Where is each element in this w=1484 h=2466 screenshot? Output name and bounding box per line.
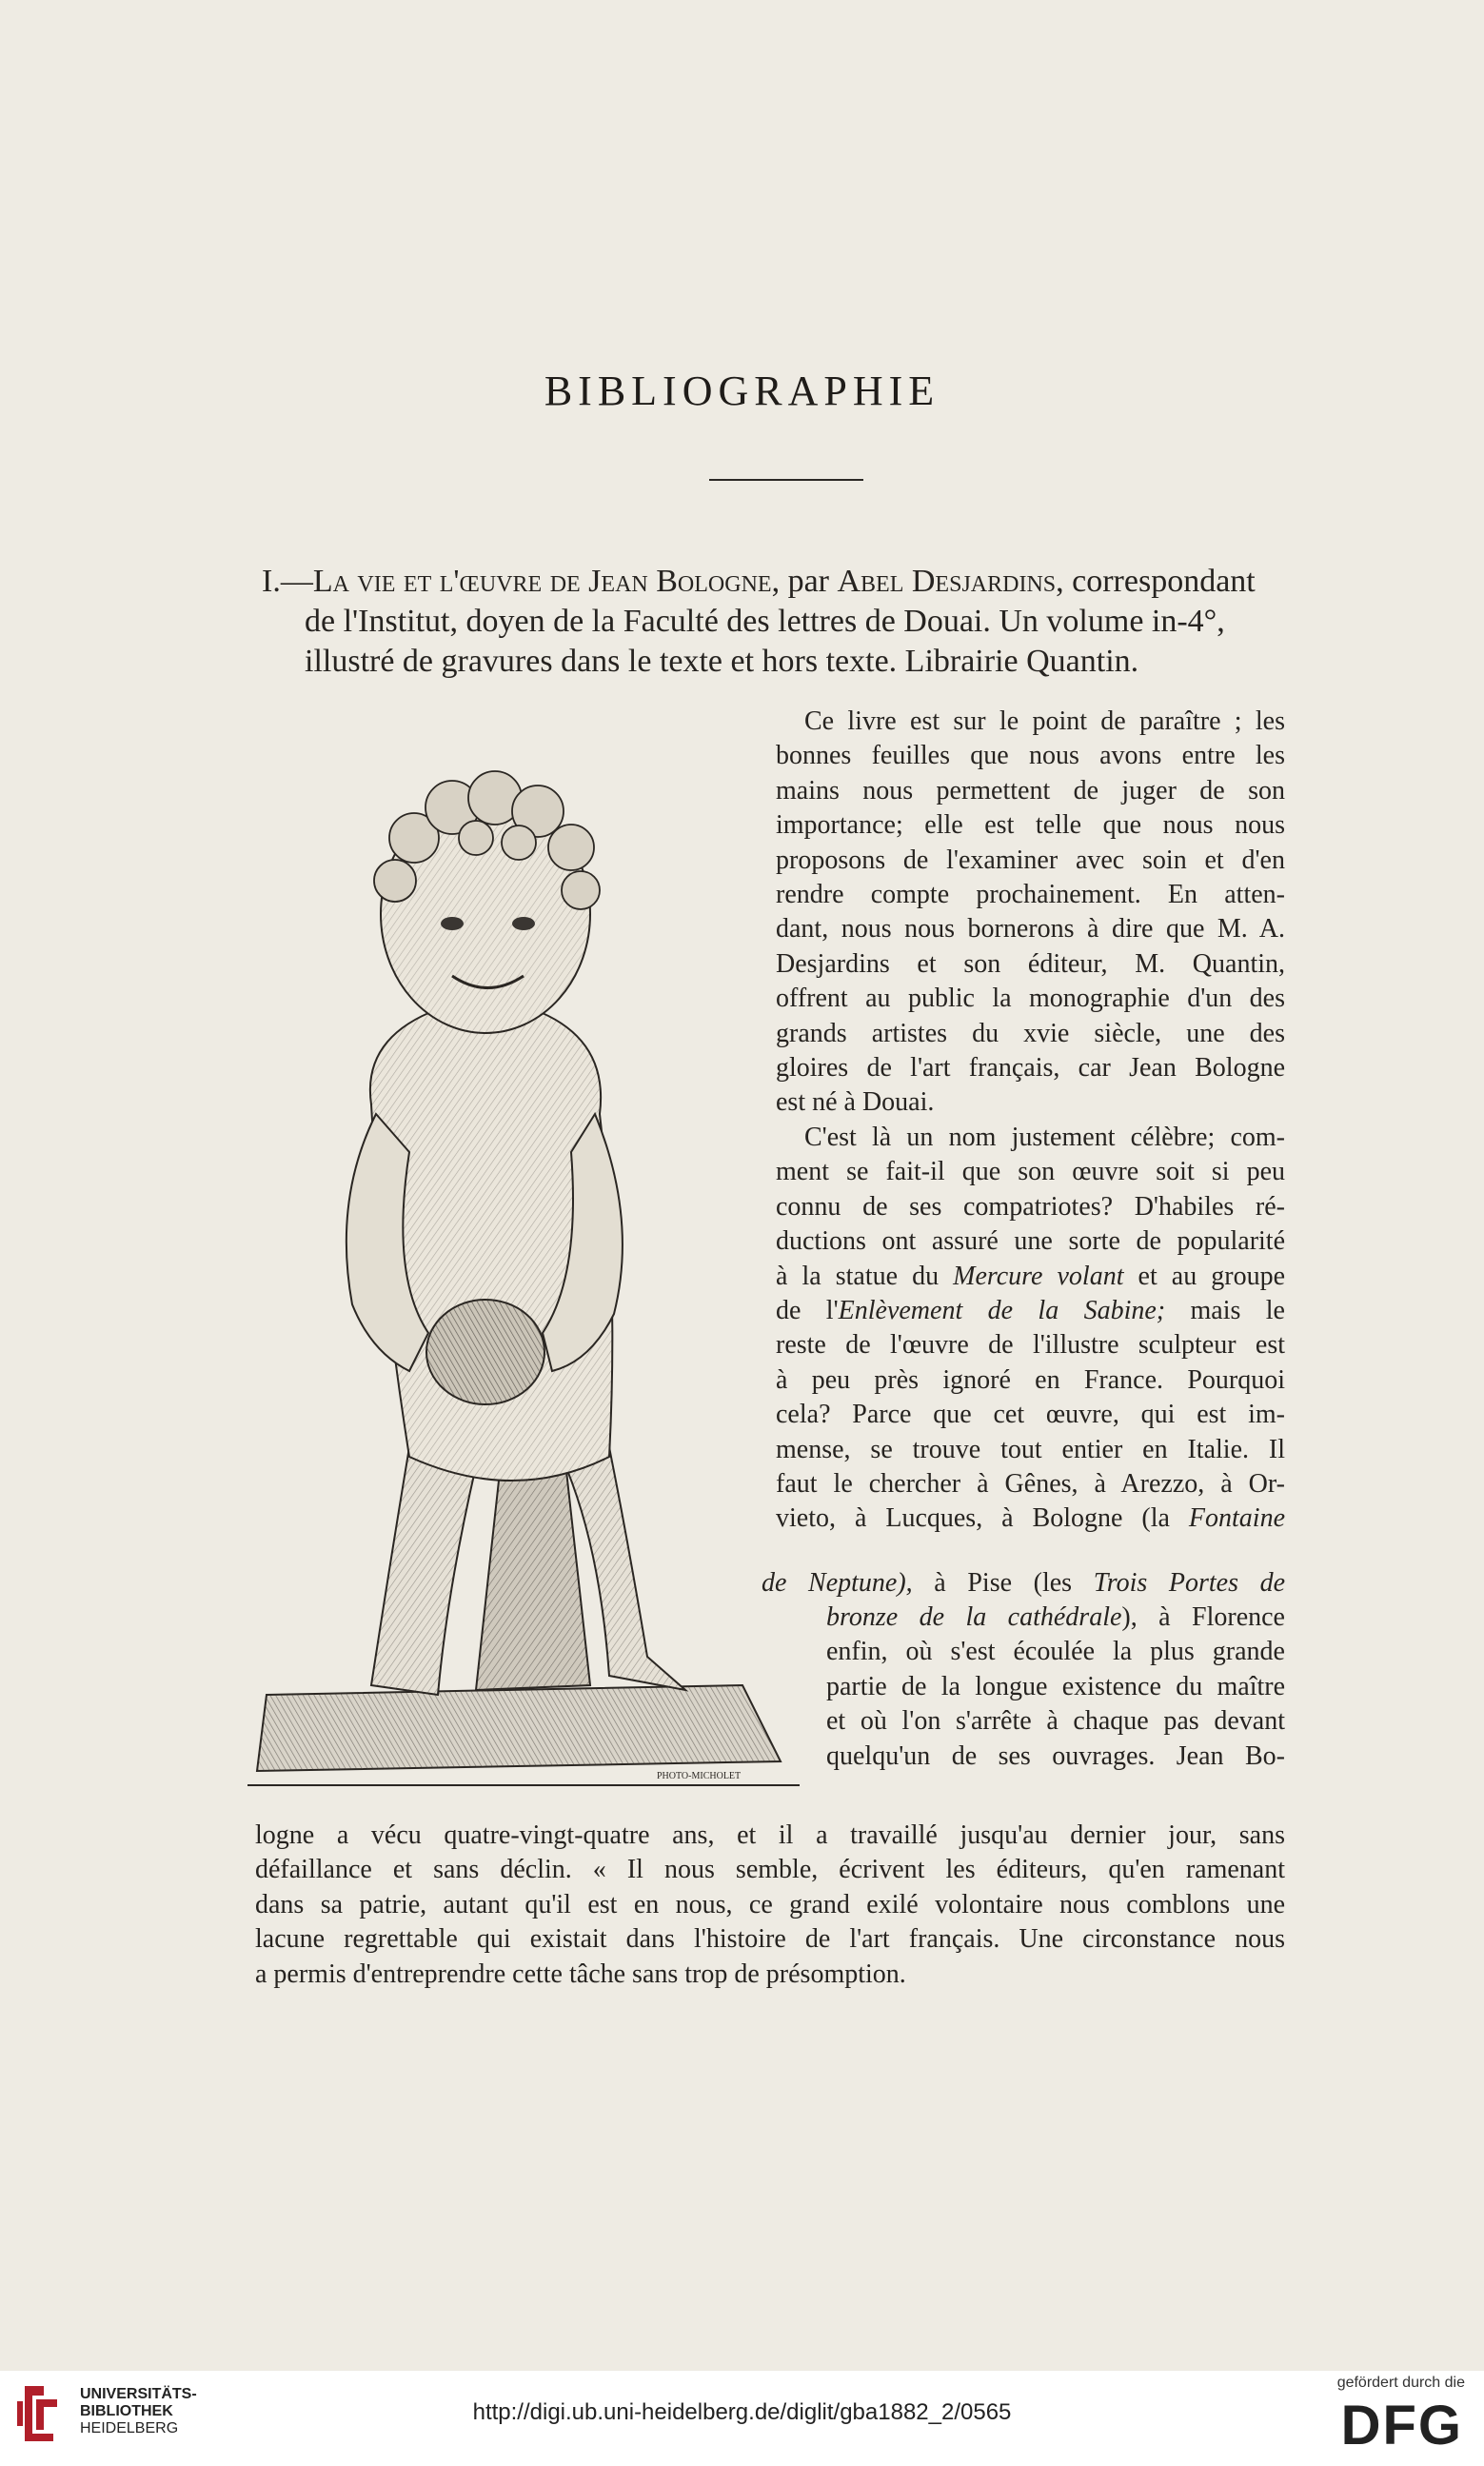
- entry-book-title: La vie et l'œuvre de Jean Bologne: [312, 564, 772, 599]
- work-title-neptune: de Neptune),: [762, 1568, 913, 1598]
- work-title-cathedrale: bronze de la cathédrale: [826, 1602, 1122, 1632]
- col-line-21: cela? Parce que cet œuvre, qui est im-: [776, 1400, 1285, 1430]
- entry-line-3: illustré de gravures dans le texte et hors texte. Librairie Quantin.: [305, 644, 1139, 679]
- col-line-11: gloires de l'art français, car Jean Bologne: [776, 1053, 1285, 1084]
- footer-bar: [0, 2371, 1484, 2466]
- col-line-1: Ce livre est sur le point de paraître ; les: [804, 706, 1285, 736]
- work-title-mercure: Mercure volant: [953, 1261, 1124, 1291]
- col-line-7: dant, nous nous bornerons à dire que M. A.: [776, 914, 1285, 945]
- entry-number: I.: [262, 564, 281, 599]
- page-title: BIBLIOGRAPHIE: [544, 368, 940, 414]
- col-line-15: connu de ses compatriotes? D'habiles ré-: [776, 1191, 1285, 1222]
- col-line-28: partie de la longue existence du maître: [826, 1671, 1285, 1701]
- full-line-2: défaillance et sans déclin. « Il nous semble, écrivent les éditeurs, qu'en ramenant: [255, 1855, 1285, 1885]
- work-title-sabine: Enlèvement de la Sabine;: [838, 1295, 1166, 1325]
- entry-line-2: de l'Institut, doyen de la Faculté des lettres de Douai. Un volume in-4°,: [305, 604, 1225, 639]
- col-line-12: est né à Douai.: [776, 1087, 935, 1118]
- full-line-4: lacune regrettable qui existait dans l'histoire de l'art français. Une circonstance nous: [255, 1924, 1285, 1955]
- page-url[interactable]: http://digi.ub.uni-heidelberg.de/diglit/gba1882_2/0565: [472, 2399, 1012, 2425]
- col-line-6: rendre compte prochainement. En atten-: [776, 880, 1285, 910]
- col-line-18: de l'Enlèvement de la Sabine; mais le: [776, 1295, 1285, 1325]
- col-line-20: à peu près ignoré en France. Pourquoi: [776, 1364, 1285, 1395]
- entry-author-prefix: , par: [771, 564, 838, 599]
- sculpture-engraving: [247, 705, 809, 1800]
- col-line-27: enfin, où s'est écoulée la plus grande: [826, 1637, 1285, 1667]
- entry-line1-end: , correspondant: [1056, 564, 1256, 599]
- col-line-9: offrent au public la monographie d'un des: [776, 984, 1285, 1014]
- col-line-22: mense, se trouve tout entier en Italie. Il: [776, 1434, 1285, 1464]
- col-line-13: C'est là un nom justement célèbre; com-: [804, 1122, 1285, 1152]
- full-width-paragraph: [255, 1819, 1285, 1992]
- col-line-23: faut le chercher à Gênes, à Arezzo, à Or-: [776, 1468, 1285, 1499]
- col-line-3: mains nous permettent de juger de son: [776, 775, 1285, 805]
- dfg-logo: DFG: [1340, 2395, 1463, 2456]
- col-line-14: ment se fait-il que son œuvre soit si peu: [776, 1157, 1285, 1187]
- title-rule: [709, 479, 863, 481]
- work-title-fontaine: Fontaine: [1188, 1503, 1285, 1534]
- col-line-17: à la statue du Mercure volant et au groupe: [776, 1261, 1285, 1291]
- col-line-4: importance; elle est telle que nous nous: [776, 810, 1285, 841]
- figure-credit: PHOTO-MICHOLET: [657, 1771, 742, 1781]
- col-line-24: vieto, à Lucques, à Bologne (la Fontaine: [776, 1503, 1285, 1534]
- col-line-2: bonnes feuilles que nous avons entre les: [776, 741, 1285, 771]
- col-line-26: bronze de la cathédrale), à Florence: [826, 1602, 1285, 1632]
- col-line-30: quelqu'un de ses ouvrages. Jean Bo-: [826, 1740, 1285, 1771]
- entry-author: Abel Desjardins: [837, 564, 1057, 599]
- column-paragraph-narrow: [826, 1601, 1285, 1774]
- full-line-1: logne a vécu quatre-vingt-quatre ans, et il a travaillé jusqu'au dernier jour, sans: [255, 1820, 1285, 1850]
- col-line-16: ductions ont assuré une sorte de popularité: [776, 1226, 1285, 1257]
- bibliography-entry: [262, 562, 1295, 682]
- entry-line-1: I.—La vie et l'œuvre de Jean Bologne, par Abel Desjardins, correspondant: [262, 564, 1256, 599]
- university-library-name: UNIVERSITÄTS- BIBLIOTHEK HEIDELBERG: [80, 2386, 197, 2436]
- col-line-25: de Neptune), à Pise (les Trois Portes de: [762, 1568, 1286, 1598]
- column-paragraph: [776, 705, 1285, 1537]
- col-line-10: grands artistes du xvie siècle, une des: [776, 1018, 1285, 1048]
- full-line-5: a permis d'entreprendre cette tâche sans trop de présomption.: [255, 1959, 906, 1989]
- col-line-8: Desjardins et son éditeur, M. Quantin,: [776, 948, 1285, 979]
- col-line-5: proposons de l'examiner avec soin et d'en: [776, 845, 1285, 875]
- work-title-portes: Trois Portes de: [1093, 1568, 1286, 1598]
- full-line-3: dans sa patrie, autant qu'il est en nous, ce grand exilé volontaire nous comblons une: [255, 1889, 1285, 1919]
- col-line-19: reste de l'œuvre de l'illustre sculpteur est: [776, 1330, 1285, 1361]
- sponsor-text: gefördert durch die: [1336, 2375, 1465, 2391]
- column-paragraph-lower: [762, 1566, 1285, 1601]
- col-line-29: et où l'on s'arrête à chaque pas devant: [826, 1706, 1285, 1737]
